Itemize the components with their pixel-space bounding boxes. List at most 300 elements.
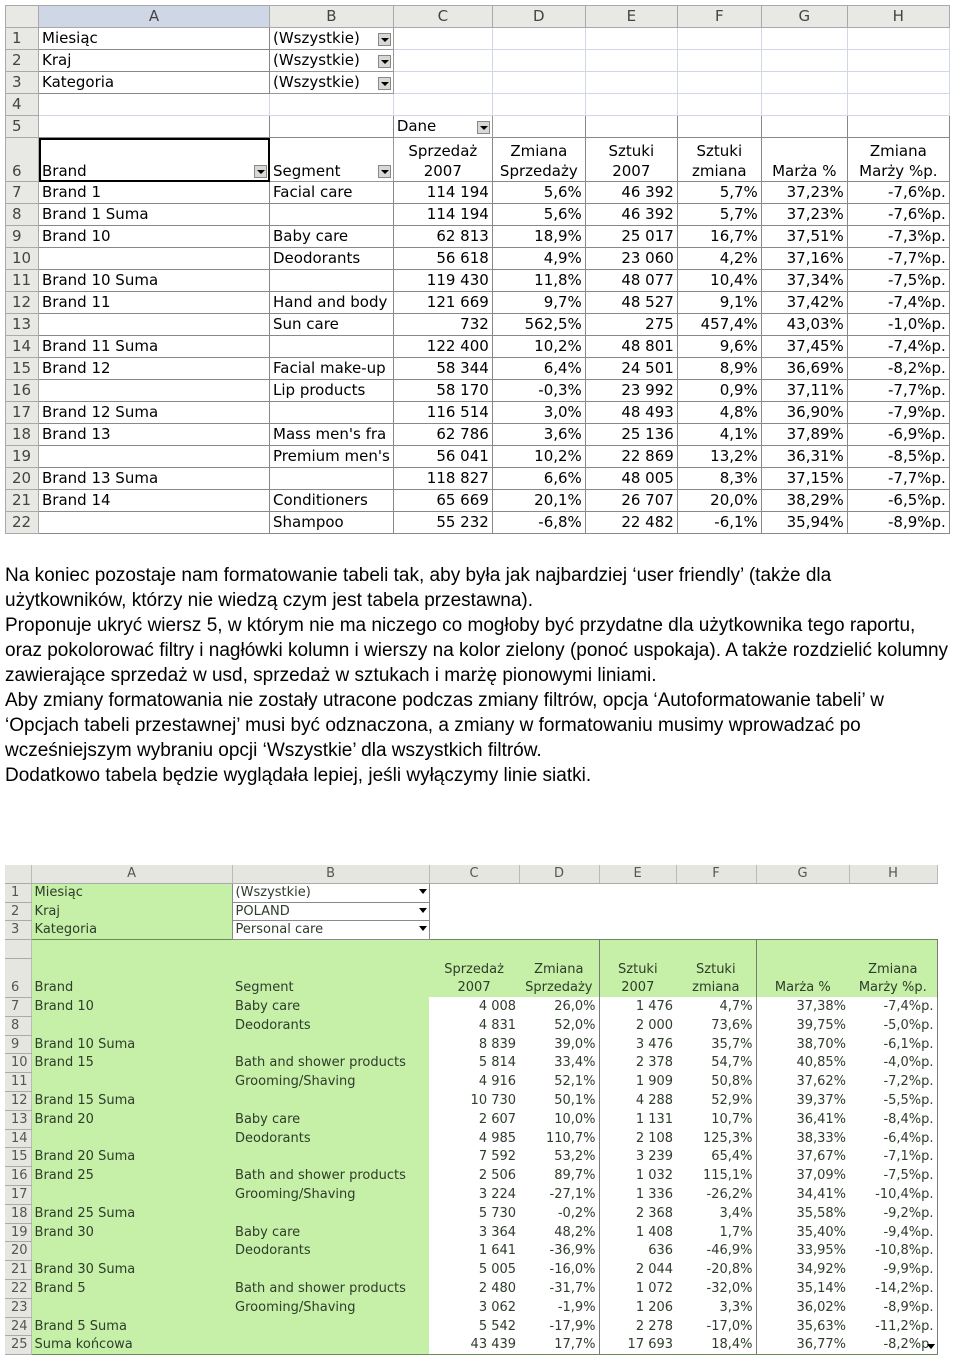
value-cell: 116 514 <box>393 402 492 424</box>
table-row <box>6 204 950 226</box>
value-cell: 48,2% <box>519 1223 599 1242</box>
brand-field-button[interactable] <box>31 958 232 997</box>
value-cell: 37,09% <box>796 1168 847 1184</box>
value-cell: 26 707 <box>585 490 677 512</box>
value-cell: 34,41% <box>796 1186 847 1202</box>
value-cell: -8,4%p. <box>849 1110 937 1129</box>
value-cell: 1 072 <box>635 1280 674 1296</box>
empty-cell <box>519 940 599 959</box>
value-cell: 89,7% <box>519 1167 599 1186</box>
s1-col-header-d[interactable]: D <box>492 6 585 28</box>
empty-cell <box>756 883 849 902</box>
table-row <box>5 1185 937 1204</box>
value-cell: -17,0% <box>676 1317 756 1336</box>
row-header[interactable]: 8 <box>5 1016 31 1035</box>
row-header[interactable]: 12 <box>6 292 39 314</box>
pivot-table-default <box>5 5 950 534</box>
value-cell: 10,2% <box>492 446 585 468</box>
brand-cell: Brand 5 <box>31 1279 232 1298</box>
value-cell: 36,02% <box>796 1299 847 1315</box>
s2-col-header-f[interactable]: F <box>676 865 756 883</box>
table-row <box>5 1204 937 1223</box>
value-cell: -7,2%p. <box>849 1073 937 1092</box>
table-row <box>6 446 950 468</box>
value-cell: 1 909 <box>635 1074 674 1090</box>
value-cell: 3,0% <box>492 402 585 424</box>
value-cell: 2 108 <box>635 1130 674 1146</box>
empty-cell <box>232 940 429 959</box>
value-cell: 3 224 <box>478 1186 517 1202</box>
value-cell: 11,8% <box>492 270 585 292</box>
empty-cell <box>677 50 761 72</box>
value-cell: 110,7% <box>519 1129 599 1148</box>
empty-cell <box>31 940 232 959</box>
segment-cell <box>232 1148 429 1167</box>
table-row <box>5 1336 937 1355</box>
segment-cell: Hand and body <box>270 292 394 314</box>
column-header-4: Sztuki zmiana <box>676 958 756 997</box>
row-header[interactable] <box>5 940 31 959</box>
value-cell: -0,2% <box>519 1204 599 1223</box>
row-header[interactable]: 15 <box>6 358 39 380</box>
empty-cell <box>585 28 677 50</box>
pivot-table-formatted <box>5 865 938 1355</box>
value-cell: 20,1% <box>492 490 585 512</box>
value-cell: 5,7% <box>677 182 761 204</box>
column-header-3: Sztuki 2007 <box>599 958 676 997</box>
value-cell: 4,1% <box>677 424 761 446</box>
value-cell: 8,9% <box>677 358 761 380</box>
row-header[interactable]: 16 <box>6 380 39 402</box>
table-row <box>6 248 950 270</box>
table-row <box>5 1242 937 1261</box>
segment-field-button[interactable] <box>270 138 394 182</box>
row-header[interactable]: 23 <box>5 1298 31 1317</box>
table-row <box>6 226 950 248</box>
value-cell: 5 814 <box>478 1055 517 1071</box>
value-cell: -6,1%p. <box>849 1035 937 1054</box>
s1-col-header-h[interactable]: H <box>847 6 949 28</box>
segment-field-label: Segment <box>273 162 341 180</box>
table-row <box>5 1298 937 1317</box>
empty-cell <box>492 72 585 94</box>
segment-cell: Lip products <box>270 380 394 402</box>
value-cell: 4 916 <box>478 1074 517 1090</box>
value-cell: 36,41% <box>796 1111 847 1127</box>
table-row <box>5 1167 937 1186</box>
value-cell: -7,4%p. <box>847 292 949 314</box>
empty-cell <box>676 921 756 940</box>
row-header[interactable]: 6 <box>6 138 39 182</box>
value-cell: 38,33% <box>796 1130 847 1146</box>
row-header[interactable]: 17 <box>5 1185 31 1204</box>
segment-cell: Facial make-up <box>270 358 394 380</box>
dropdown-arrow-icon[interactable] <box>378 55 391 68</box>
row-header[interactable]: 12 <box>5 1091 31 1110</box>
s2-col-header-a[interactable]: A <box>31 865 232 883</box>
value-cell: 36,77% <box>756 1336 849 1355</box>
brand-field-label: Brand <box>34 980 74 996</box>
paragraph-1: Na koniec pozostaje nam formatowanie tabeli tak, aby była jak najbardziej ‘user friendly’ (także dla użytkowników, którzy nie wiedzą czym jest tabela przestawna). <box>5 565 832 611</box>
row-header[interactable]: 18 <box>5 1204 31 1223</box>
segment-cell <box>232 1317 429 1336</box>
value-cell: 121 669 <box>393 292 492 314</box>
empty-cell <box>429 902 519 921</box>
value-cell: -8,9%p. <box>847 512 949 534</box>
row-header[interactable]: 25 <box>5 1336 31 1355</box>
empty-cell <box>761 94 847 116</box>
column-header-5: Marża % <box>761 138 847 182</box>
row-header[interactable]: 13 <box>6 314 39 336</box>
value-cell: 37,16% <box>761 248 847 270</box>
value-cell: 22 869 <box>585 446 677 468</box>
filter-row <box>5 883 937 902</box>
row-header[interactable]: 24 <box>5 1317 31 1336</box>
value-cell: -27,1% <box>519 1185 599 1204</box>
value-cell: 37,42% <box>761 292 847 314</box>
empty-cell <box>847 28 949 50</box>
filter-dropdown[interactable] <box>270 72 394 94</box>
table-row <box>6 270 950 292</box>
row-header[interactable]: 6 <box>5 958 31 997</box>
value-cell: 22 482 <box>585 512 677 534</box>
value-cell: 37,45% <box>761 336 847 358</box>
empty-cell <box>492 116 585 138</box>
value-cell: 122 400 <box>393 336 492 358</box>
value-cell: -6,9%p. <box>847 424 949 446</box>
s2-col-header-d[interactable]: D <box>519 865 599 883</box>
data-field-button[interactable] <box>393 116 492 138</box>
table-row <box>5 1091 937 1110</box>
column-header-6: Zmiana Marży %p. <box>847 138 949 182</box>
dropdown-arrow-icon[interactable] <box>378 33 391 46</box>
segment-cell <box>232 1035 429 1054</box>
segment-field-button[interactable] <box>232 958 429 997</box>
segment-cell: Deodorants <box>270 248 394 270</box>
value-cell: -16,0% <box>519 1261 599 1280</box>
value-cell: 26,0% <box>519 997 599 1016</box>
value-cell: -7,7%p. <box>847 468 949 490</box>
empty-cell <box>429 883 519 902</box>
row-header[interactable]: 8 <box>6 204 39 226</box>
value-cell: 3 364 <box>478 1224 517 1240</box>
value-cell: -8,9%p. <box>849 1298 937 1317</box>
table-row <box>5 1223 937 1242</box>
row-header[interactable]: 21 <box>6 490 39 512</box>
row-header[interactable]: 1 <box>6 28 39 50</box>
value-cell: 48 527 <box>585 292 677 314</box>
dropdown-arrow-icon[interactable] <box>477 121 490 134</box>
brand-cell: Brand 5 Suma <box>31 1317 232 1336</box>
filter-label: Kraj <box>39 50 270 72</box>
empty-cell <box>849 921 937 940</box>
row-header[interactable]: 10 <box>6 248 39 270</box>
brand-cell: Brand 15 <box>31 1054 232 1073</box>
value-cell: -7,6%p. <box>847 182 949 204</box>
value-cell: -7,5%p. <box>849 1167 937 1186</box>
value-cell: 1,7% <box>676 1223 756 1242</box>
filter-dropdown[interactable] <box>232 883 429 902</box>
value-cell: 5,6% <box>492 204 585 226</box>
s2-corner[interactable] <box>5 865 31 883</box>
s1-corner[interactable] <box>6 6 39 28</box>
value-cell: -7,3%p. <box>847 226 949 248</box>
table-row <box>6 512 950 534</box>
value-cell: -14,2%p. <box>849 1279 937 1298</box>
empty-cell <box>847 72 949 94</box>
row-header[interactable]: 19 <box>6 446 39 468</box>
filter-dropdown[interactable] <box>270 28 394 50</box>
row-header[interactable]: 5 <box>6 116 39 138</box>
value-cell: -11,2%p. <box>849 1317 937 1336</box>
value-cell: -6,4%p. <box>849 1129 937 1148</box>
brand-cell <box>31 1298 232 1317</box>
value-cell: 1 641 <box>478 1243 517 1259</box>
value-cell: 18,4% <box>676 1336 756 1355</box>
row-header[interactable]: 22 <box>5 1279 31 1298</box>
data-field-label: Dane <box>396 117 437 135</box>
s1-col-header-f[interactable]: F <box>677 6 761 28</box>
row-header[interactable]: 19 <box>5 1223 31 1242</box>
value-cell: 2 044 <box>635 1262 674 1278</box>
segment-cell: Bath and shower products <box>232 1167 429 1186</box>
s1-col-header-g[interactable]: G <box>761 6 847 28</box>
value-cell: 636 <box>648 1243 674 1259</box>
empty-cell <box>429 940 519 959</box>
value-cell: -7,4%p. <box>849 997 937 1016</box>
filter-label: Kraj <box>31 902 232 921</box>
row-header[interactable]: 11 <box>5 1073 31 1092</box>
value-cell: 25 017 <box>585 226 677 248</box>
value-cell: 4 831 <box>478 1017 517 1033</box>
empty-cell <box>585 72 677 94</box>
value-cell: 37,34% <box>761 270 847 292</box>
row-header[interactable]: 7 <box>6 182 39 204</box>
empty-cell <box>393 28 492 50</box>
row-header[interactable]: 20 <box>5 1242 31 1261</box>
value-cell: 3 062 <box>478 1299 517 1315</box>
empty-cell <box>849 883 937 902</box>
row-header[interactable]: 2 <box>5 902 31 921</box>
s1-col-header-a[interactable]: A <box>39 6 270 28</box>
column-header-4: Sztuki zmiana <box>677 138 761 182</box>
row-header[interactable]: 3 <box>5 921 31 940</box>
value-cell: -5,0%p. <box>849 1016 937 1035</box>
row-header[interactable]: 11 <box>6 270 39 292</box>
value-cell: -9,4%p. <box>849 1223 937 1242</box>
value-cell: 1 131 <box>635 1111 674 1127</box>
row-header[interactable]: 20 <box>6 468 39 490</box>
row-header[interactable]: 1 <box>5 883 31 902</box>
value-cell: -7,9%p. <box>847 402 949 424</box>
filter-dropdown[interactable] <box>232 902 429 921</box>
value-cell: 4,7% <box>676 997 756 1016</box>
filter-value: (Wszystkie) <box>273 73 360 91</box>
table-row <box>5 1054 937 1073</box>
s1-col-header-c[interactable]: C <box>393 6 492 28</box>
value-cell: 4,2% <box>677 248 761 270</box>
value-cell: -0,3% <box>492 380 585 402</box>
segment-cell: Deodorants <box>232 1129 429 1148</box>
value-cell: 53,2% <box>519 1148 599 1167</box>
filter-dropdown[interactable] <box>270 50 394 72</box>
empty-cell <box>677 72 761 94</box>
value-cell: 34,92% <box>796 1262 847 1278</box>
value-cell: -9,2%p. <box>849 1204 937 1223</box>
empty-cell <box>849 902 937 921</box>
value-cell: 0,9% <box>677 380 761 402</box>
value-cell: 73,6% <box>676 1016 756 1035</box>
value-cell: 48 493 <box>585 402 677 424</box>
empty-cell <box>393 50 492 72</box>
dropdown-arrow-icon[interactable] <box>419 889 427 894</box>
segment-cell: Grooming/Shaving <box>232 1073 429 1092</box>
segment-cell: Deodorants <box>232 1242 429 1261</box>
empty-cell <box>676 940 756 959</box>
row-header[interactable]: 3 <box>6 72 39 94</box>
row-header[interactable]: 15 <box>5 1148 31 1167</box>
row-header[interactable]: 21 <box>5 1261 31 1280</box>
dropdown-arrow-icon[interactable] <box>419 908 427 913</box>
dropdown-arrow-icon[interactable] <box>378 77 391 90</box>
value-cell: 1 476 <box>635 998 674 1014</box>
table-row <box>6 336 950 358</box>
brand-cell: Brand 10 <box>39 226 270 248</box>
s2-col-header-g[interactable]: G <box>756 865 849 883</box>
value-cell: -10,8%p. <box>849 1242 937 1261</box>
row-header[interactable]: 13 <box>5 1110 31 1129</box>
value-cell: 37,51% <box>761 226 847 248</box>
value-cell: 35,40% <box>796 1224 847 1240</box>
value-cell: 35,63% <box>796 1318 847 1334</box>
empty-cell <box>847 94 949 116</box>
row-header[interactable]: 17 <box>6 402 39 424</box>
s2-col-header-e[interactable]: E <box>599 865 676 883</box>
segment-cell <box>232 1204 429 1223</box>
dropdown-arrow-icon[interactable] <box>378 165 391 178</box>
value-cell: 10,7% <box>676 1110 756 1129</box>
empty-cell <box>677 28 761 50</box>
table-row <box>6 490 950 512</box>
brand-field-button[interactable] <box>39 138 270 182</box>
value-cell: 24 501 <box>585 358 677 380</box>
column-header-row <box>6 138 950 182</box>
value-cell: 3,4% <box>676 1204 756 1223</box>
row-header[interactable]: 4 <box>6 94 39 116</box>
value-cell: -7,6%p. <box>847 204 949 226</box>
value-cell: 10,0% <box>519 1110 599 1129</box>
value-cell: 65,4% <box>676 1148 756 1167</box>
value-cell: 16,7% <box>677 226 761 248</box>
segment-cell: Grooming/Shaving <box>232 1298 429 1317</box>
value-cell: 4 985 <box>478 1130 517 1146</box>
filter-row <box>5 902 937 921</box>
value-cell: 10,4% <box>677 270 761 292</box>
value-cell: 23 992 <box>585 380 677 402</box>
s1-col-header-b[interactable]: B <box>270 6 394 28</box>
value-cell: 9,7% <box>492 292 585 314</box>
value-cell: 6,4% <box>492 358 585 380</box>
paragraph-2: Proponuje ukryć wiersz 5, w którym nie ma niczego co mogłoby być przydatne dla użytkownika tego raportu, oraz pokolorować filtry i nagłówki kolumn i wierszy na kolor zielony (ponoć uspokaja). A także rozdzielić kolumny zawierające sprzedaż w usd, sprzedaż w sztukach i marżę pionowymi liniami. <box>5 615 949 686</box>
row-header[interactable]: 2 <box>6 50 39 72</box>
segment-cell: Shampoo <box>270 512 394 534</box>
value-cell: 35,14% <box>796 1280 847 1296</box>
row-header[interactable]: 16 <box>5 1167 31 1186</box>
value-cell: 3 476 <box>635 1036 674 1052</box>
value-cell: -7,7%p. <box>847 380 949 402</box>
value-cell: -26,2% <box>676 1185 756 1204</box>
segment-cell <box>270 468 394 490</box>
empty-cell <box>270 116 394 138</box>
value-cell: 10,2% <box>492 336 585 358</box>
table-row <box>5 1129 937 1148</box>
dropdown-arrow-icon[interactable] <box>254 165 267 178</box>
value-cell: 562,5% <box>492 314 585 336</box>
article-text <box>5 563 955 788</box>
value-cell: 35,94% <box>761 512 847 534</box>
row-header[interactable]: 18 <box>6 424 39 446</box>
column-header-1: Sprzedaż 2007 <box>393 138 492 182</box>
table-row <box>5 1148 937 1167</box>
value-cell: -1,0%p. <box>847 314 949 336</box>
dropdown-arrow-icon[interactable] <box>419 926 427 931</box>
column-header-6: Zmiana Marży %p. <box>849 958 937 997</box>
segment-cell: Conditioners <box>270 490 394 512</box>
empty-cell <box>393 94 492 116</box>
brand-cell: Brand 12 <box>39 358 270 380</box>
value-cell: 17,7% <box>519 1336 599 1355</box>
value-cell: 43,03% <box>761 314 847 336</box>
empty-cell <box>761 116 847 138</box>
s1-col-header-e[interactable]: E <box>585 6 677 28</box>
table-row <box>5 1016 937 1035</box>
value-cell: 2 506 <box>478 1168 517 1184</box>
row-header[interactable]: 9 <box>5 1035 31 1054</box>
row-header[interactable]: 14 <box>5 1129 31 1148</box>
value-cell: 36,69% <box>761 358 847 380</box>
filter-dropdown[interactable] <box>232 921 429 940</box>
value-cell: 39,75% <box>796 1017 847 1033</box>
row-header[interactable]: 22 <box>6 512 39 534</box>
brand-cell <box>31 1073 232 1092</box>
empty-cell <box>519 902 599 921</box>
column-header-1: Sprzedaż 2007 <box>429 958 519 997</box>
value-cell: 5 005 <box>478 1262 517 1278</box>
segment-cell: Facial care <box>270 182 394 204</box>
value-cell: 62 786 <box>393 424 492 446</box>
value-cell: 1 206 <box>635 1299 674 1315</box>
value-cell: 115,1% <box>676 1167 756 1186</box>
segment-cell: Baby care <box>232 997 429 1016</box>
value-cell: 457,4% <box>677 314 761 336</box>
row-header[interactable]: 14 <box>6 336 39 358</box>
s2-col-header-b[interactable]: B <box>232 865 429 883</box>
value-cell: 33,95% <box>796 1243 847 1259</box>
row-header[interactable]: 10 <box>5 1054 31 1073</box>
brand-cell: Brand 15 Suma <box>31 1091 232 1110</box>
s2-col-header-c[interactable]: C <box>429 865 519 883</box>
value-cell: 2 000 <box>635 1017 674 1033</box>
segment-cell <box>270 270 394 292</box>
value-cell: 56 618 <box>393 248 492 270</box>
row-header[interactable]: 7 <box>5 997 31 1016</box>
row-header[interactable]: 9 <box>6 226 39 248</box>
value-cell: -1,9% <box>519 1298 599 1317</box>
brand-cell <box>39 446 270 468</box>
s2-col-header-h[interactable]: H <box>849 865 937 883</box>
filter-value: (Wszystkie) <box>235 884 311 900</box>
value-cell: 114 194 <box>393 182 492 204</box>
